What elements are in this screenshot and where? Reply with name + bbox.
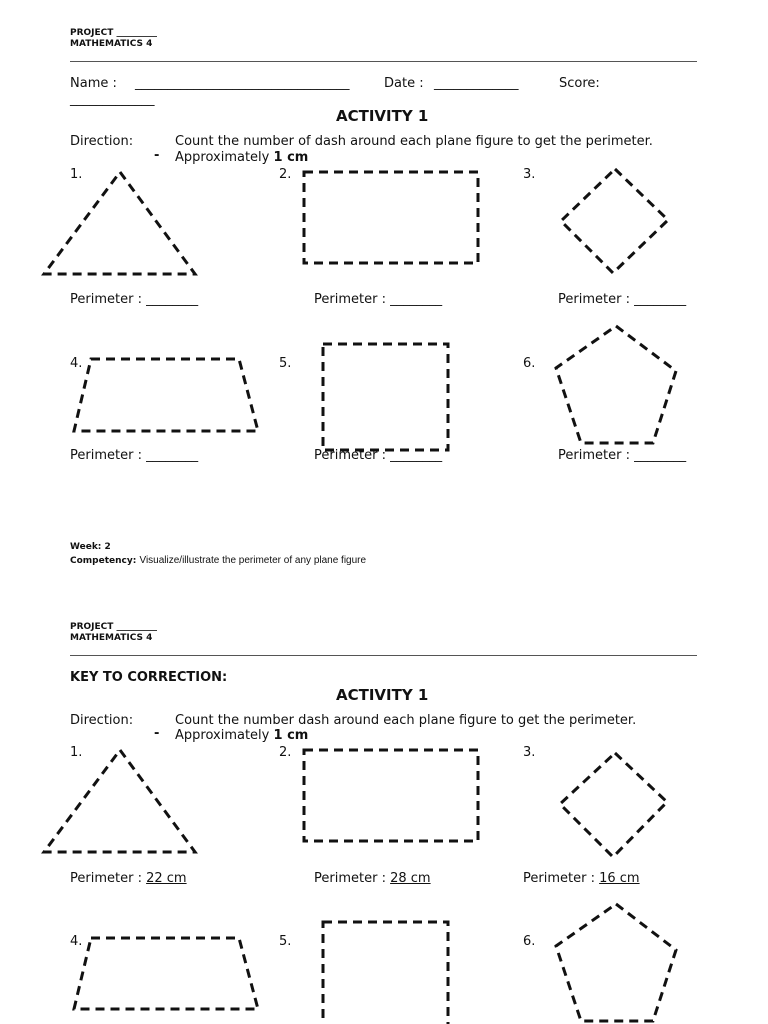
key-dashed-square bbox=[323, 922, 448, 1024]
perimeter-field-1[interactable]: Perimeter : ________ bbox=[70, 292, 199, 307]
item-number-5: 5. bbox=[279, 356, 292, 371]
date-label: Date : bbox=[384, 76, 424, 91]
perimeter-field-5[interactable]: Perimeter : ________ bbox=[314, 448, 443, 463]
key-item-number-3: 3. bbox=[523, 745, 536, 760]
key-approx-text: Approximately bbox=[175, 728, 270, 743]
approx-value: 1 cm bbox=[273, 150, 309, 165]
key-direction-text: Count the number dash around each plane figure to get the perimeter. bbox=[175, 713, 637, 728]
key-dashed-triangle bbox=[44, 750, 195, 852]
key-dash-symbol: - bbox=[154, 726, 160, 741]
key-item-number-5: 5. bbox=[279, 934, 292, 949]
key-dashed-rectangle bbox=[304, 750, 478, 841]
score-label: Score: bbox=[559, 76, 600, 91]
key-heading: KEY TO CORRECTION: bbox=[70, 670, 228, 685]
key-dashed-trapezoid bbox=[74, 938, 258, 1009]
key-perimeter-2: Perimeter : 28 cm bbox=[314, 871, 431, 886]
perimeter-field-2[interactable]: Perimeter : ________ bbox=[314, 292, 443, 307]
week-value: 2 bbox=[104, 542, 111, 552]
key-item-number-4: 4. bbox=[70, 934, 83, 949]
week-label: Week: bbox=[70, 542, 102, 552]
date-blank[interactable]: _____________ bbox=[434, 76, 519, 91]
key-dashed-pentagon bbox=[556, 904, 676, 1021]
perimeter-field-6[interactable]: Perimeter : ________ bbox=[558, 448, 687, 463]
key-perimeter-1: Perimeter : 22 cm bbox=[70, 871, 187, 886]
key-item-number-6: 6. bbox=[523, 934, 536, 949]
key-project-label: PROJECT _________ bbox=[70, 622, 158, 632]
key-dashed-rhombus bbox=[560, 753, 667, 857]
item-number-2: 2. bbox=[279, 167, 292, 182]
key-direction-label: Direction: bbox=[70, 713, 134, 728]
dash-symbol: - bbox=[154, 148, 160, 163]
key-approx-value: 1 cm bbox=[273, 728, 309, 743]
direction-label: Direction: bbox=[70, 134, 134, 149]
subject-label: MATHEMATICS 4 bbox=[70, 39, 153, 49]
key-answer-3: 16 cm bbox=[599, 871, 640, 886]
perimeter-field-4[interactable]: Perimeter : ________ bbox=[70, 448, 199, 463]
perimeter-field-3[interactable]: Perimeter : ________ bbox=[558, 292, 687, 307]
key-answer-1: 22 cm bbox=[146, 871, 187, 886]
name-label: Name : bbox=[70, 76, 117, 91]
key-subject-label: MATHEMATICS 4 bbox=[70, 633, 153, 643]
item-number-3: 3. bbox=[523, 167, 536, 182]
approx-text: Approximately bbox=[175, 150, 270, 165]
key-item-number-2: 2. bbox=[279, 745, 292, 760]
item-number-1: 1. bbox=[70, 167, 83, 182]
key-answer-2: 28 cm bbox=[390, 871, 431, 886]
competency-label: Competency: bbox=[70, 556, 137, 566]
project-label: PROJECT _________ bbox=[70, 28, 158, 38]
key-perimeter-3: Perimeter : 16 cm bbox=[523, 871, 640, 886]
score-blank[interactable]: _____________ bbox=[70, 92, 155, 107]
name-blank[interactable]: _________________________________ bbox=[135, 76, 350, 91]
item-number-6: 6. bbox=[523, 356, 536, 371]
key-item-number-1: 1. bbox=[70, 745, 83, 760]
item-number-4: 4. bbox=[70, 356, 83, 371]
activity-title: ACTIVITY 1 bbox=[336, 107, 429, 125]
key-activity-title: ACTIVITY 1 bbox=[336, 686, 429, 704]
direction-text: Count the number of dash around each plane figure to get the perimeter. bbox=[175, 134, 653, 149]
competency-value: Visualize/illustrate the perimeter of any plane figure bbox=[139, 555, 367, 566]
